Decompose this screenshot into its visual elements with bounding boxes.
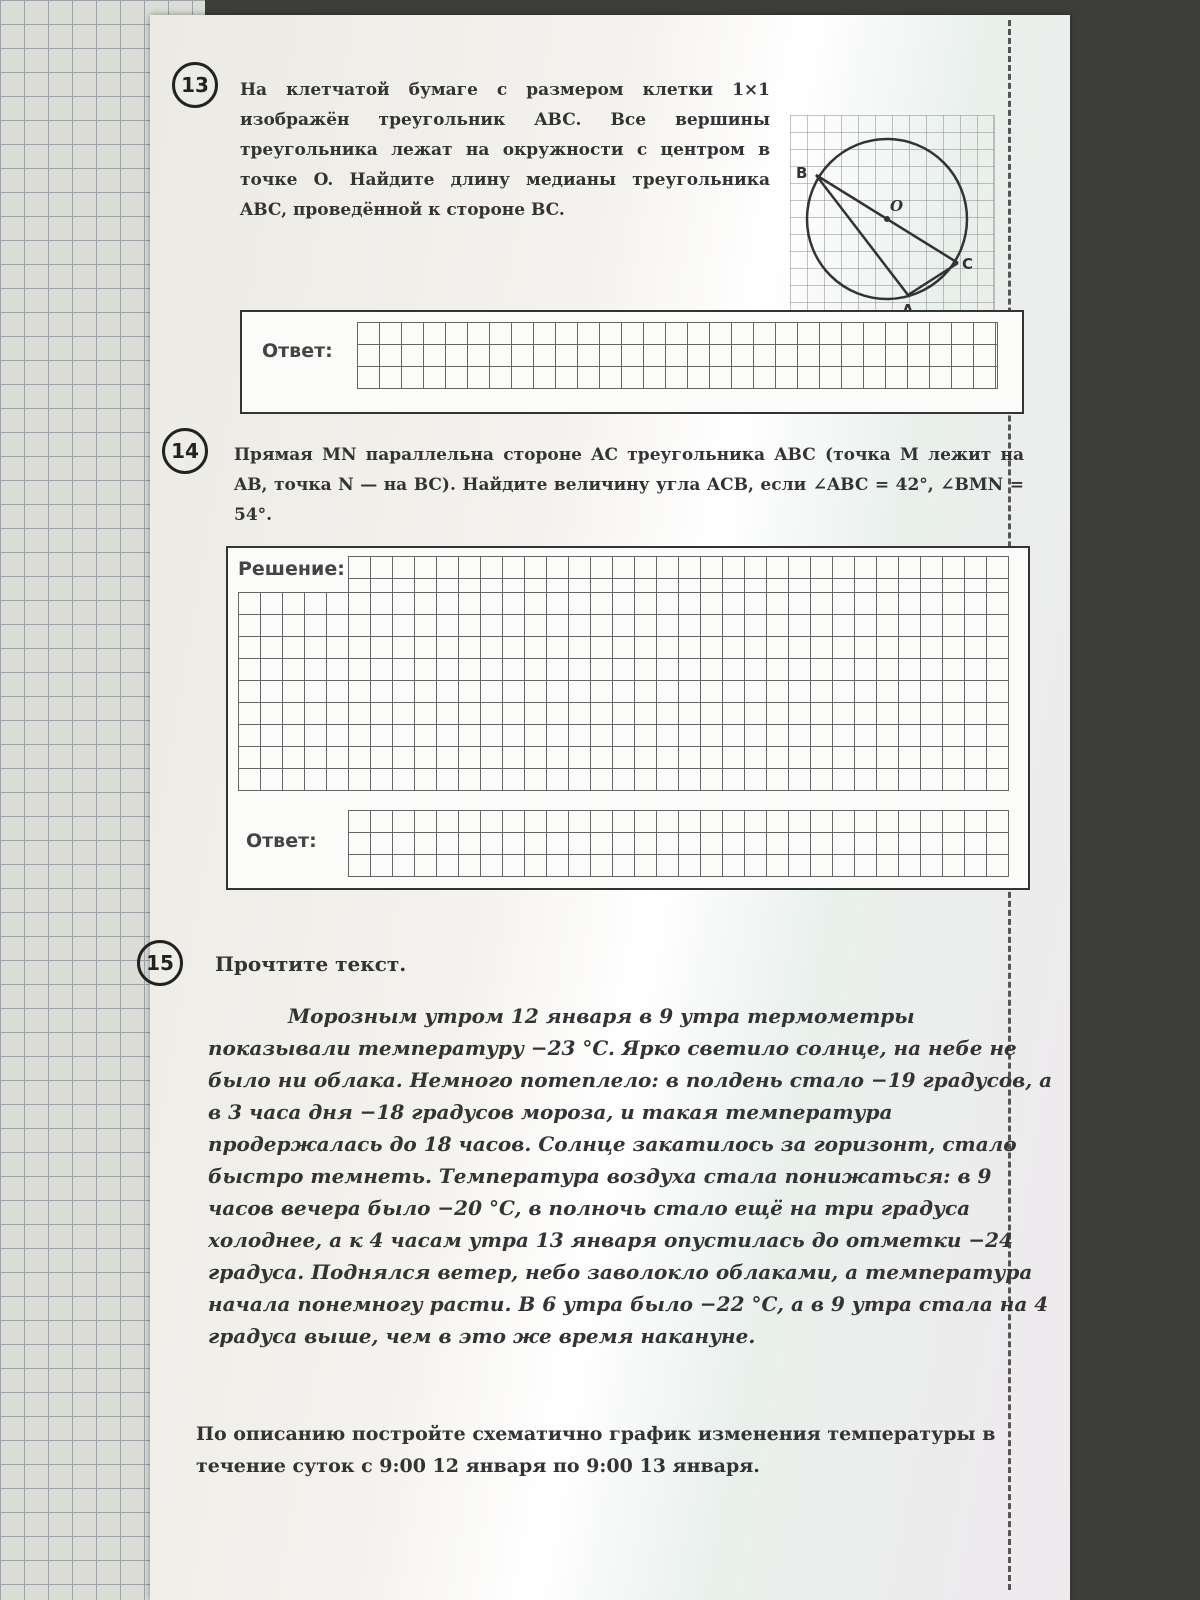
- task-13-text: На клетчатой бумаге с размером клетки 1×1 изображён треугольник ABC. Все вершины треугольника лежат на окружности с центром в точке O. Найдите длину медианы треугольника ABC, проведённой к стороне BC.: [240, 80, 770, 220]
- task-14-number: 14: [162, 428, 208, 474]
- center-o-label: O: [890, 197, 904, 215]
- solution-grid[interactable]: [238, 592, 1009, 791]
- task-15-story: Морозным утром 12 января в 9 утра термометры показывали температуру −23 °C. Ярко светило солнце, на небе не было ни облака. Немного потеплело: в полдень стало −19 градусов, а в 3 часа дня −18 градусов мороза, и такая температура продержалась до 18 часов. Солнце закатилось за горизонт, стало быстро темнеть. Температура воздуха стала понижаться: в 9 часов вечера было −20 °C, в полночь стало ещё на три градуса холоднее, а к 4 часам утра 13 января опустилась до отметки −24 градуса. Поднялся ветер, небо заволокло облаками, а температура начала понемногу расти. В 6 утра было −22 °C, а в 9 утра стала на 4 градуса выше, чем в это же время накануне.: [208, 1004, 1053, 1348]
- task-14-solution-box[interactable]: [226, 546, 1030, 890]
- triangle-circle-figure: [790, 115, 1000, 325]
- answer-label: Ответ:: [262, 340, 333, 362]
- answer-grid[interactable]: [357, 322, 998, 389]
- task-13-number: 13: [172, 62, 218, 108]
- task-15-instruction: По описанию постройте схематично график изменения температуры в течение суток с 9:00 12 января по 9:00 13 января.: [196, 1423, 996, 1477]
- solution-grid-top[interactable]: [348, 556, 1009, 593]
- task-13-answer-box[interactable]: [240, 310, 1024, 414]
- task-14-text: Прямая MN параллельна стороне AC треугольника ABC (точка M лежит на AB, точка N — на BC). Найдите величину угла ACB, если ∠ABC = 42°, ∠BMN = 54°.: [234, 445, 1024, 525]
- solution-label: Решение:: [238, 558, 345, 580]
- task-13-figure: [790, 115, 1000, 325]
- center-point: [884, 216, 890, 222]
- task-15-heading: Прочтите текст.: [215, 952, 407, 976]
- answer-grid[interactable]: [348, 810, 1009, 877]
- vertex-c-label: C: [962, 255, 974, 273]
- task-15-number: 15: [137, 940, 183, 986]
- vertex-b-label: B: [796, 164, 808, 182]
- answer-label: Ответ:: [246, 830, 317, 852]
